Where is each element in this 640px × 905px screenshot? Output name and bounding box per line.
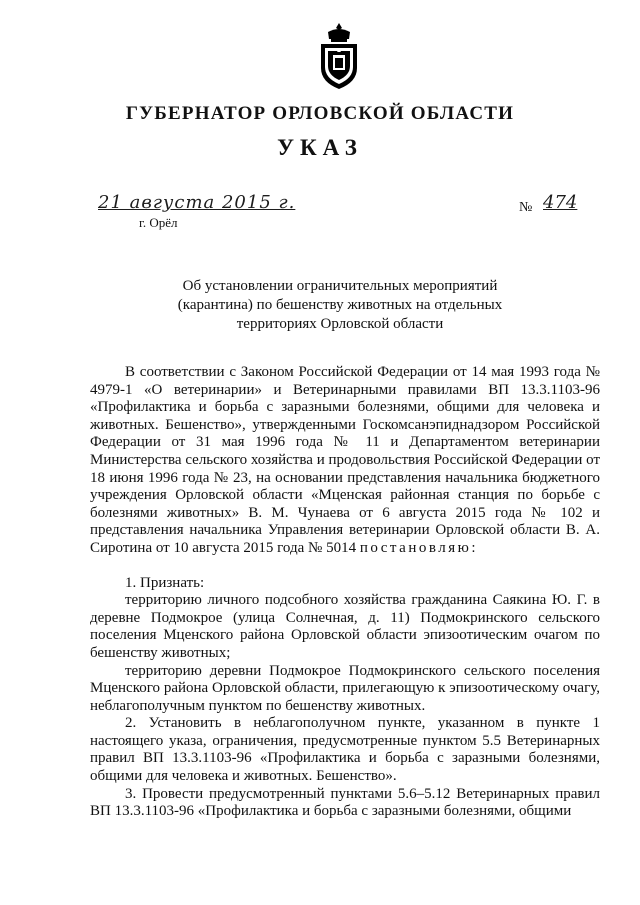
city-name: г. Орёл <box>139 215 178 230</box>
subject-line: Об установлении ограничительных мероприятий <box>182 278 498 294</box>
number-label: № <box>519 200 533 215</box>
decree-body <box>90 364 600 821</box>
decree-subject <box>150 277 530 334</box>
preamble-paragraph <box>90 364 600 558</box>
decree-word: постановляю: <box>359 539 478 556</box>
item-1-paragraph-b: территорию деревни Подмокрое Подмокринского сельского поселения Мценского района Орловской области, прилегающую к эпизоотическому очагу, неблагополучным пунктом по бешенству животных. <box>90 662 600 714</box>
item-1-title: 1. Признать: <box>125 574 205 591</box>
document-type: УКАЗ <box>277 135 363 160</box>
coat-of-arms-emblem <box>319 22 359 90</box>
issuer-title: ГУБЕРНАТОР ОРЛОВСКОЙ ОБЛАСТИ <box>125 103 515 124</box>
subject-line: (карантина) по бешенству животных на отдельных <box>177 297 503 313</box>
handwritten-number: 474 <box>543 192 578 213</box>
item-1-paragraph-a: территорию личного подсобного хозяйства гражданина Саякина Ю. Г. в деревне Подмокрое (улица Солнечная, д. 11) Подмокринского сельского поселения Мценского района Орловской области эпизоотическим очагом по бешенству животных; <box>90 592 600 661</box>
preamble-text: В соответствии с Законом Российской Федерации от 14 мая 1993 года № 4979-1 «О ветеринарии» и Ветеринарными правилами ВП 13.3.1103-96 «Профилактика и борьба с заразными болезнями, общими для человека и животных. Бешенство», утвержденными Госкомсанэпиднадзором Российской Федерации от 31 мая 1996 года № 11 и Департаментом ветеринарии Министерства сельского хозяйства и продовольствия Российской Федерации от 18 июня 1996 года № 23, на основании представления начальника бюджетного учреждения Орловской области «Мценская районная станция по борьбе с болезнями животных» В. М. Чунаева от 6 августа 2015 года № 102 и представления начальника Управления ветеринарии Орловской области В. А. Сиротина от 10 августа 2015 года № 5014 <box>90 364 600 556</box>
handwritten-date: 21 августа 2015 г. <box>98 192 296 213</box>
subject-line: территориях Орловской области <box>236 316 444 332</box>
item-3-paragraph: 3. Провести предусмотренный пунктами 5.6–5.12 Ветеринарных правил ВП 13.3.1103-96 «Профилактика и борьба с заразными болезнями, общими <box>90 785 600 820</box>
item-2-paragraph: 2. Установить в неблагополучном пункте, указанном в пункте 1 настоящего указа, ограничения, предусмотренные пунктом 5.5 Ветеринарных правил ВП 13.3.1103-96 «Профилактика и борьба с заразными болезнями, общими для человека и животных. Бешенство». <box>90 715 600 785</box>
